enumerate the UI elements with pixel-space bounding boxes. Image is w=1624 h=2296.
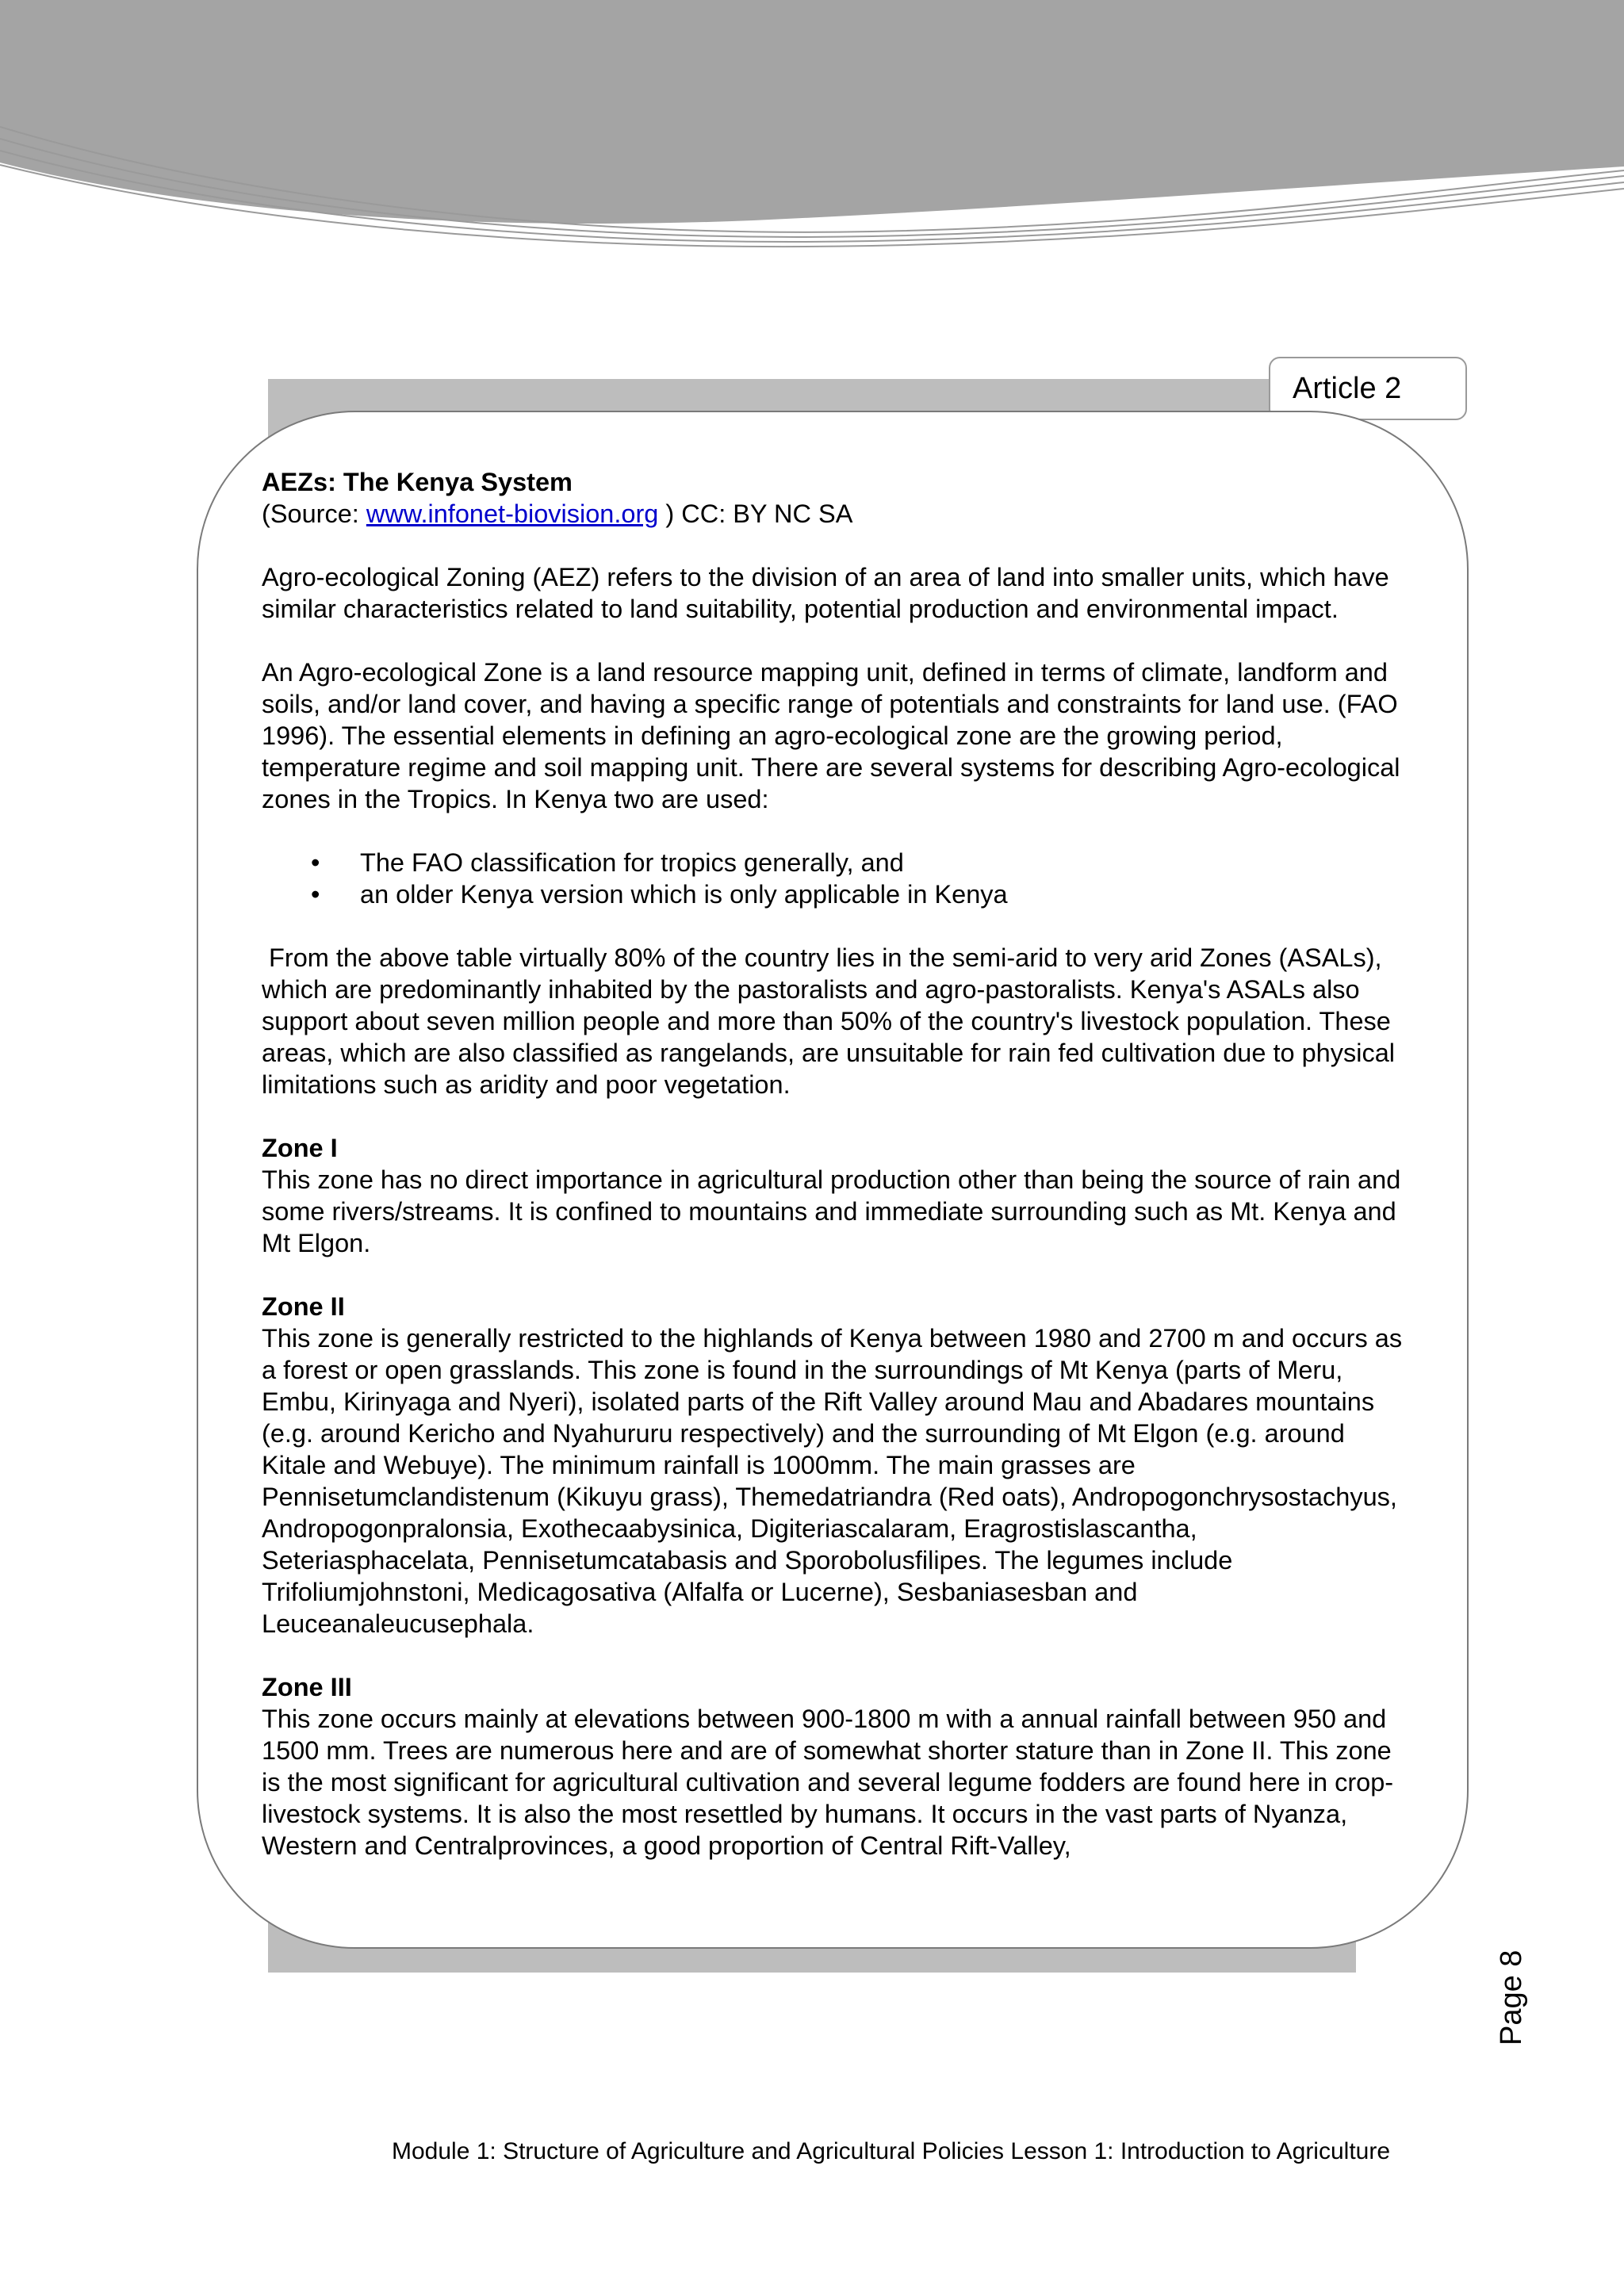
zone-1-heading: Zone I — [262, 1134, 338, 1162]
source-suffix: ) CC: BY NC SA — [658, 499, 853, 528]
aez-definition-paragraph: Agro-ecological Zoning (AEZ) refers to the division of an area of land into smaller units, which have similar characteristics related to land suitability, potential production and environmental impact. — [262, 563, 1389, 623]
asal-paragraph: From the above table virtually 80% of the country lies in the semi-arid to very arid Zones (ASALs), which are predominantly inhabited by the pastoralists and agro-pastoralists. Kenya's ASALs also support about seven million people and more than 50% of the country's livestock population. These areas, which are also classified as rangelands, are unsuitable for rain fed cultivation due to physical limitations such as aridity and poor vegetation. — [262, 943, 1403, 1099]
header-banner — [0, 0, 1624, 254]
classification-list — [262, 847, 1411, 910]
article-title: AEZs: The Kenya System — [262, 468, 573, 496]
source-line — [262, 498, 1411, 530]
zone-3-text: This zone occurs mainly at elevations between 900-1800 m with a annual rainfall between 950 and 1500 mm. Trees are numerous here and are of somewhat shorter stature than in Zone II. This zone is the most significant for agricultural cultivation and several legume fodders are found here in crop-livestock systems. It is also the most resettled by humans. It occurs in the vast parts of Nyanza, Western and Centralprovinces, a good proportion of Central Rift-Valley, — [262, 1705, 1394, 1860]
footer-module-line: Module 1: Structure of Agriculture and Agricultural Policies Lesson 1: Introduction to Agriculture — [392, 2138, 1391, 2164]
zone-2-text: This zone is generally restricted to the highlands of Kenya between 1980 and 2700 m and occurs as a forest or open grasslands. This zone is found in the surroundings of Mt Kenya (parts of Meru, Embu, Kirinyaga and Nyeri), isolated parts of the Rift Valley around Mau and Abadares mountains (e.g. around Kericho and Nyahururu respectively) and the surrounding of Mt Elgon (e.g. around Kitale and Webuye). The minimum rainfall is 1000mm. The main grasses are Pennisetumclandistenum (Kikuyu grass), Themedatriandra (Red oats), Andropogonchrysostachyus, Andropogonpralonsia, Exothecaabysinica, Digiteriascalaram, Eragrostislascantha, Seteriasphacelata, Pennisetumcatabasis and Sporobolusfilipes. The legumes include Trifoliumjohnstoni, Medicagosativa (Alfalfa or Lucerne), Sesbaniasesban and Leuceanaleucusephala. — [262, 1324, 1403, 1638]
list-item: • an older Kenya version which is only applicable in Kenya — [262, 878, 1411, 910]
source-prefix: (Source: — [262, 499, 366, 528]
zone-3-heading: Zone III — [262, 1673, 352, 1701]
zone-1-text: This zone has no direct importance in agricultural production other than being the source of rain and some rivers/streams. It is confined to mountains and immediate surrounding such as Mt. Kenya and Mt Elgon. — [262, 1165, 1401, 1257]
source-link[interactable]: www.infonet-biovision.org — [366, 499, 659, 528]
list-item: • The FAO classification for tropics generally, and — [262, 847, 1411, 878]
zone-2-heading: Zone II — [262, 1292, 345, 1321]
article-body — [262, 466, 1411, 1893]
aez-unit-paragraph: An Agro-ecological Zone is a land resource mapping unit, defined in terms of climate, landform and soils, and/or land cover, and having a specific range of potentials and constraints for land use. (FAO 1996). The essential elements in defining an agro-ecological zone are the growing period, temperature regime and soil mapping unit. There are several systems for describing Agro-ecological zones in the Tropics. In Kenya two are used: — [262, 658, 1400, 813]
page-number: Page 8 — [1495, 1950, 1528, 2045]
article-tab: Article 2 — [1269, 357, 1467, 420]
